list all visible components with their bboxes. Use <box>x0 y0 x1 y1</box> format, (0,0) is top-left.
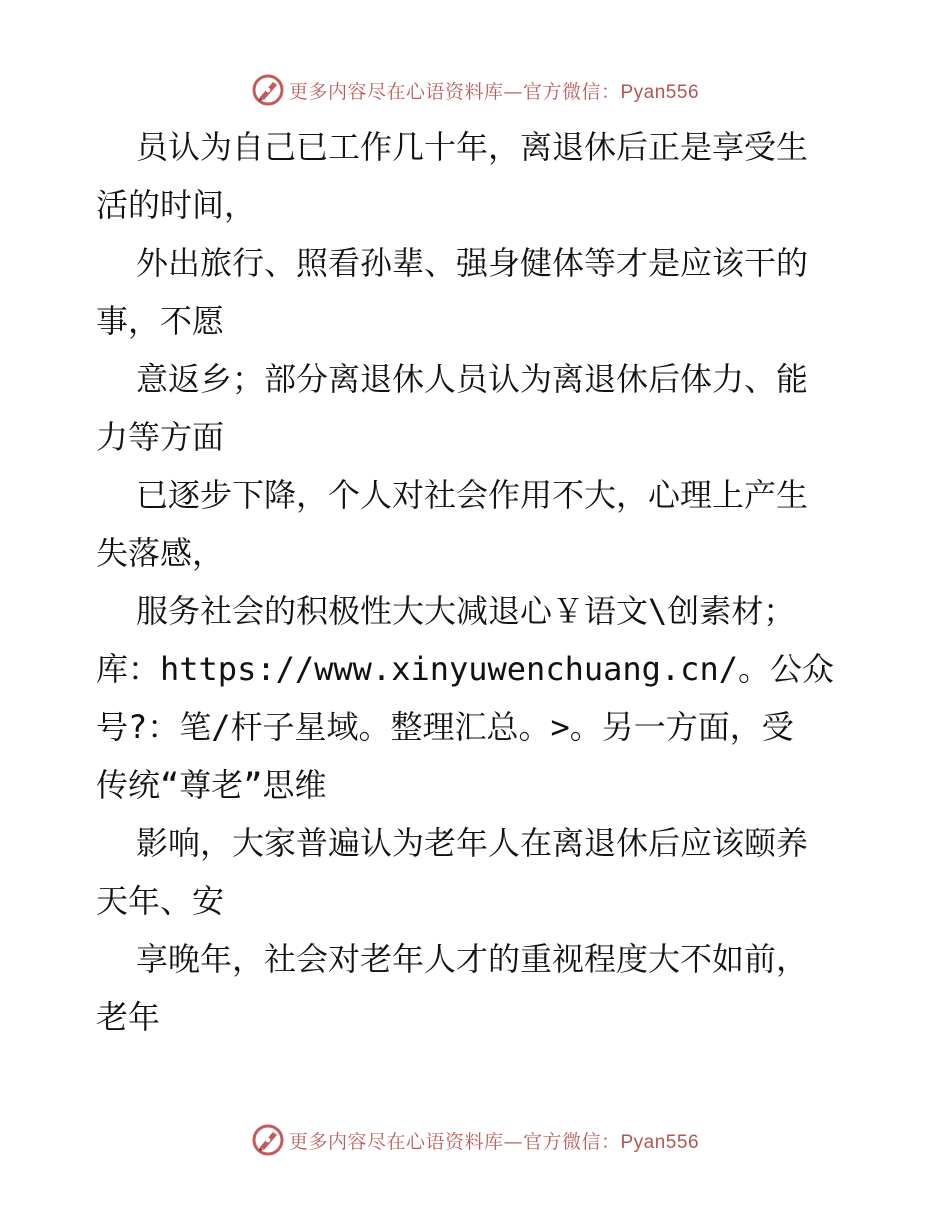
body-line: 老年 <box>96 998 161 1036</box>
body-line: 享晚年，社会对老年人才的重视程度大不如前， <box>136 940 809 978</box>
body-line: 外出旅行、照看孙辈、强身健体等才是应该干的 <box>136 244 809 282</box>
footer-banner-text <box>289 1127 699 1154</box>
header-wechat-label: 官方微信： <box>522 80 621 103</box>
footer-wechat-id: Pyan556 <box>620 1131 700 1153</box>
body-line: 已逐步下降，个人对社会作用不大，心理上产生 <box>136 476 809 514</box>
body-line: 影响，大家普遍认为老年人在离退休后应该颐养 <box>136 824 809 862</box>
header-banner-text <box>289 77 699 104</box>
header-wechat-id: Pyan556 <box>620 81 700 103</box>
body-line: 员认为自己已工作几十年，离退休后正是享受生 <box>136 128 809 166</box>
pen-logo-icon <box>251 73 285 107</box>
body-line: 失落感， <box>96 534 225 572</box>
body-line: 天年、安 <box>96 882 225 920</box>
header-banner-main: 更多内容尽在心语资料库 <box>288 80 504 103</box>
body-line: 力等方面 <box>96 418 225 456</box>
footer-banner-main: 更多内容尽在心语资料库 <box>288 1130 504 1153</box>
header-banner-separator: — <box>503 80 523 103</box>
body-line: 事，不愿 <box>96 302 225 340</box>
header-banner <box>0 70 950 110</box>
body-line: 意返乡；部分离退休人员认为离退休后体力、能 <box>136 360 809 398</box>
pen-logo-icon <box>251 1123 285 1157</box>
body-line: 传统“尊老”思维 <box>96 766 327 804</box>
footer-banner <box>0 1120 950 1160</box>
body-line: 活的时间， <box>96 186 257 224</box>
body-line: 库：https://www.xinyuwenchuang.cn/。公众 <box>96 650 834 688</box>
body-line: 服务社会的积极性大大减退心￥语文\创素材； <box>136 592 796 630</box>
document-body <box>96 118 856 1046</box>
body-line: 号?：笔/杆子星域。整理汇总。>。另一方面，受 <box>96 708 794 746</box>
footer-wechat-label: 官方微信： <box>522 1130 621 1153</box>
footer-banner-separator: — <box>503 1130 523 1153</box>
